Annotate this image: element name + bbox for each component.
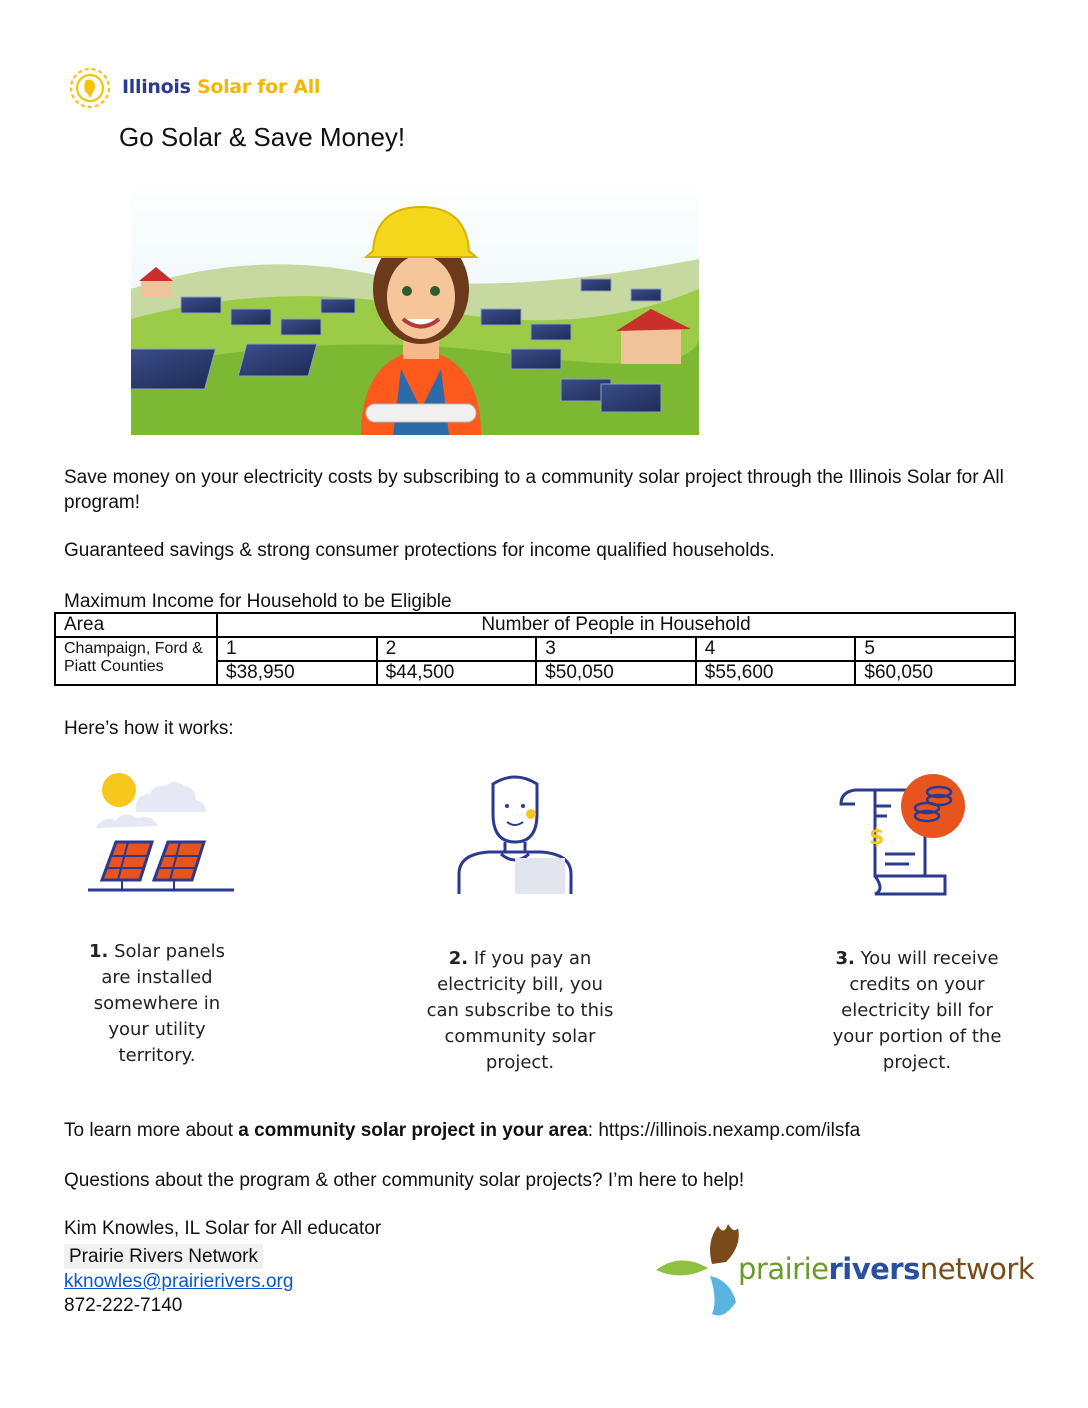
contact-name: Kim Knowles, IL Solar for All educator	[64, 1218, 382, 1239]
isfa-logo	[66, 64, 326, 114]
how-heading: Here’s how it works:	[64, 718, 234, 739]
svg-text:$: $	[869, 825, 885, 850]
contact-email-link[interactable]: kknowles@prairierivers.org	[64, 1271, 294, 1292]
household-size-3: 3	[536, 637, 696, 661]
step-2-number: 2.	[448, 948, 469, 969]
prn-word-network: network	[919, 1252, 1035, 1286]
contact-org: Prairie Rivers Network	[64, 1244, 263, 1269]
table-row	[55, 637, 1015, 661]
learn-more-bold: a community solar project in your area	[238, 1120, 588, 1141]
household-size-4: 4	[696, 637, 856, 661]
household-size-5: 5	[855, 637, 1015, 661]
step-2-text: If you pay an electricity bill, you can subscribe to this community solar project.	[426, 948, 614, 1073]
hero-illustration	[131, 179, 699, 435]
step-1	[82, 939, 232, 1069]
logo-word-illinois: Illinois	[122, 76, 191, 98]
logo-word-solar-for-all: Solar for All	[196, 76, 321, 98]
prn-word-prairie: prairie	[738, 1252, 829, 1286]
sun-logo-icon	[66, 64, 116, 114]
prn-word-rivers: rivers	[828, 1252, 920, 1286]
step-2	[425, 946, 615, 1076]
income-table	[54, 612, 1016, 686]
income-5: $60,050	[855, 661, 1015, 685]
bill-credit-icon	[835, 770, 975, 896]
area-cell: Champaign, Ford & Piatt Counties	[55, 637, 217, 685]
income-1: $38,950	[217, 661, 377, 685]
contact-phone: 872-222-7140	[64, 1295, 183, 1316]
step-3	[827, 946, 1007, 1076]
prn-logo	[652, 1222, 1035, 1322]
household-size-2: 2	[377, 637, 537, 661]
savings-paragraph: Guaranteed savings & strong consumer protections for income qualified households.	[64, 540, 775, 561]
solar-panels-icon	[86, 770, 236, 896]
person-icon	[455, 770, 575, 896]
learn-more-url[interactable]: : https://illinois.nexamp.com/ilsfa	[587, 1120, 861, 1141]
household-size-1: 1	[217, 637, 377, 661]
income-2: $44,500	[377, 661, 537, 685]
income-3: $50,050	[536, 661, 696, 685]
step-1-text: Solar panels are installed somewhere in your utility territory.	[93, 941, 226, 1066]
learn-more-line	[64, 1118, 860, 1143]
learn-more-prefix: To learn more about	[64, 1120, 239, 1141]
people-header: Number of People in Household	[217, 613, 1015, 637]
page-title: Go Solar & Save Money!	[119, 122, 406, 152]
table-caption: Maximum Income for Household to be Eligible	[64, 591, 452, 612]
intro-paragraph: Save money on your electricity costs by subscribing to a community solar project through the Illinois Solar for All program!	[64, 467, 1004, 513]
step-3-text: You will receive credits on your electricity bill for your portion of the project.	[832, 948, 1002, 1073]
table-header-row	[55, 613, 1015, 637]
leaf-hand-fish-icon	[652, 1222, 747, 1322]
questions-line: Questions about the program & other community solar projects? I’m here to help!	[64, 1170, 745, 1191]
area-header: Area	[55, 613, 217, 637]
step-1-number: 1.	[88, 941, 109, 962]
step-3-number: 3.	[835, 948, 855, 969]
income-4: $55,600	[696, 661, 856, 685]
